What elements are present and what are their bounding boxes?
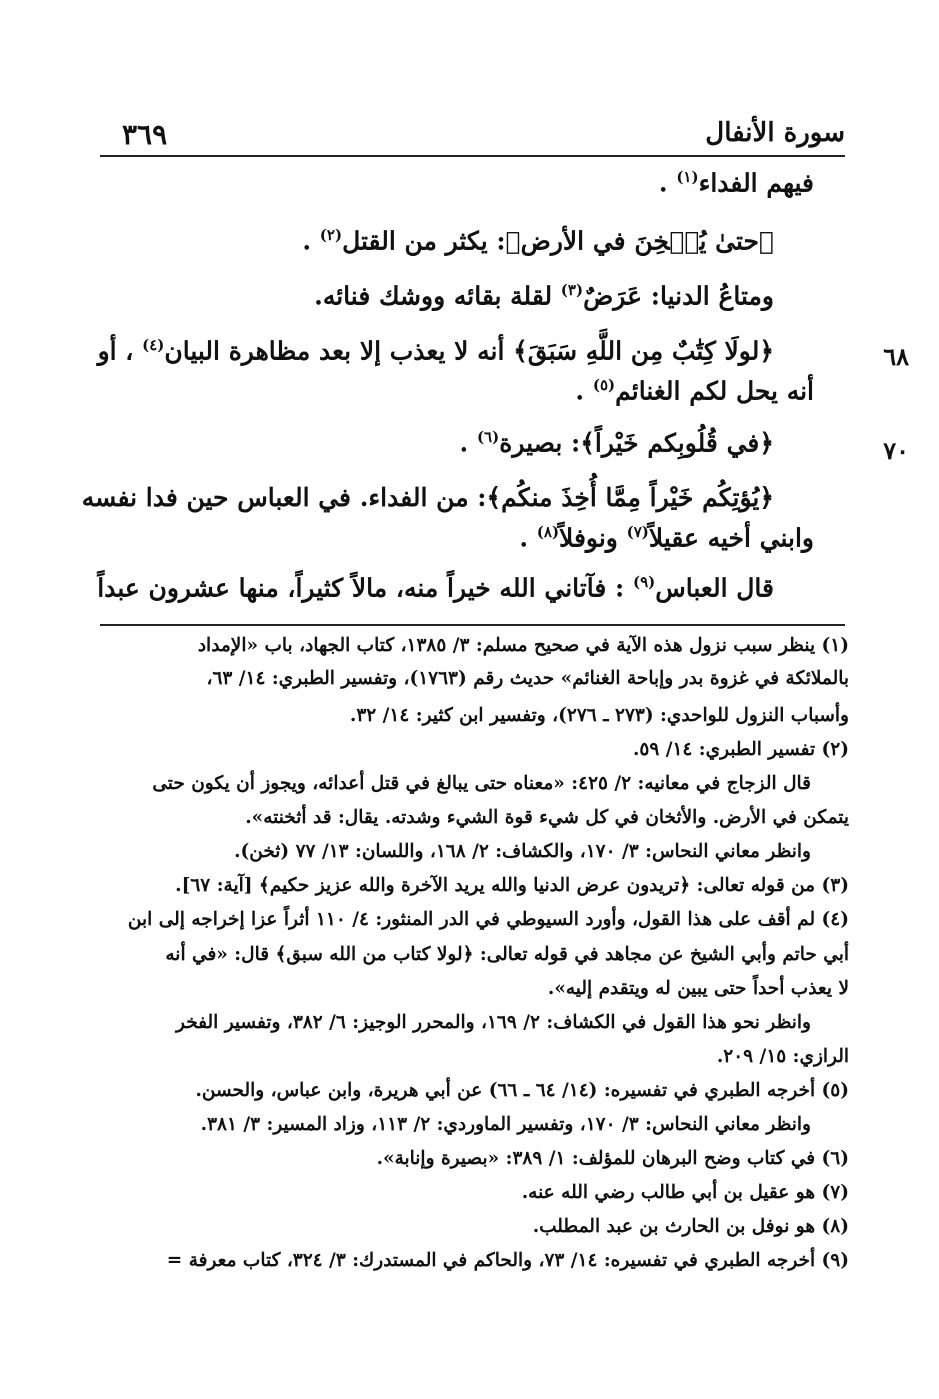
- footnote-line: الرازي: ١٥/ ٢٠٩.: [716, 1046, 849, 1067]
- footnote-ref: (٤): [142, 336, 165, 354]
- footnote-line: لا يعذب أحداً حتى يبين له ويتقدم إليه».: [547, 978, 849, 999]
- text-line: فيهم الفداء$^{(١)}$ .: [658, 168, 814, 198]
- header-rule: [100, 155, 845, 157]
- footnote-separator: [100, 624, 845, 626]
- footnote-ref: (٥): [592, 376, 616, 394]
- text-line: ﴿لولَا كِتَٰبٌ مِن اللَّهِ سَبَقَ﴾ أنه لا يعذب إلا بعد مظاهرة البيان$^{(٤)}$ ، أو: [97, 336, 774, 366]
- footnote-line: (١) ينظر سبب نزول هذه الآية في صحيح مسلم: ٣/ ١٣٨٥، كتاب الجهاد، باب «الإمداد: [197, 635, 849, 656]
- footnote-ref: (٣): [560, 281, 584, 299]
- text-line: ﴿حتىٰ يُثۡخِنَ في الأرض﴾: يكثر من القتل$^{(٢)}$ .: [302, 226, 774, 256]
- footnote-line: (٦) في كتاب وضح البرهان للمؤلف: ١/ ٣٨٩: «بصيرة وإنابة».: [376, 1148, 849, 1169]
- footnote-line: (٤) لم أقف على هذا القول، وأورد السيوطي في الدر المنثور: ٤/ ١١٠ أثراً عزا إخراجه إلى ابن: [127, 909, 849, 930]
- verse-number: ٧٠: [883, 436, 909, 465]
- text-line: قال العباس$^{(٩)}$ : فآتاني الله خيراً منه، مالاً كثيراً، منها عشرون عبداً: [97, 573, 774, 603]
- footnote-line: وانظر نحو هذا القول في الكشاف: ٢/ ١٦٩، والمحرر الوجيز: ٦/ ٣٨٢، وتفسير الفخر: [176, 1012, 811, 1033]
- footnote-line: أبي حاتم وأبي الشيخ عن مجاهد في قوله تعالى: ﴿لولا كتاب من الله سبق﴾ قال: «في أنه: [165, 944, 849, 965]
- footnote-ref: (٨): [536, 523, 560, 541]
- footnote-line: (٣) من قوله تعالى: ﴿تريدون عرض الدنيا والله يريد الآخرة والله عزيز حكيم﴾ [آية: ٦٧].: [175, 875, 849, 896]
- footnote-line: قال الزجاج في معانيه: ٢/ ٤٢٥: «معناه حتى يبالغ في قتل أعدائه، ويجوز أن يكون حتى: [152, 773, 811, 794]
- footnote-line: وانظر معاني النحاس: ٣/ ١٧٠، والكشاف: ٢/ ١٦٨، واللسان: ١٣/ ٧٧ (ثخن).: [234, 841, 811, 862]
- page-header: [110, 118, 845, 158]
- footnote-line: (٢) تفسير الطبري: ١٤/ ٥٩.: [632, 739, 849, 760]
- footnote-line: (٧) هو عقيل بن أبي طالب رضي الله عنه.: [521, 1182, 849, 1203]
- verse-number: ٦٨: [883, 342, 909, 371]
- text-line: أنه يحل لكم الغنائم$^{(٥)}$ .: [575, 376, 814, 406]
- footnote-line: (٩) أخرجه الطبري في تفسيره: ١٤/ ٧٣، والحاكم في المستدرك: ٣/ ٣٢٤، كتاب معرفة =: [166, 1250, 849, 1271]
- page-number: ٣٦٩: [122, 118, 168, 151]
- text-line: ومتاعُ الدنيا: عَرَضٌ$^{(٣)}$ لقلة بقائه ووشك فنائه.: [314, 281, 774, 311]
- text-line: ﴿يُؤتِكُم خَيْراً مِمَّا أُخِذَ منكُم﴾: من الفداء. في العباس حين فدا نفسه: [81, 483, 774, 512]
- footnote-line: يتمكن في الأرض. والأثخان في كل شيء قوة الشيء وشدته. يقال: قد أثخنته».: [245, 807, 849, 828]
- footnote-line: وأسباب النزول للواحدي: (٢٧٣ ـ ٢٧٦)، وتفسير ابن كثير: ١٤/ ٣٢.: [349, 705, 849, 726]
- running-title: سورة الأنفال: [705, 118, 845, 148]
- footnote-line: (٨) هو نوفل بن الحارث بن عبد المطلب.: [532, 1216, 849, 1237]
- text-line: ﴿في قُلُوبِكم خَيْراً﴾: بصيرة$^{(٦)}$ .: [459, 428, 774, 458]
- text-line: وابني أخيه عقيلاً$^{(٧)}$ ونوفلاً$^{(٨)}$ .: [519, 523, 814, 553]
- footnote-ref: (٦): [476, 428, 500, 446]
- footnote-line: بالملائكة في غزوة بدر وإباحة الغنائم» حديث رقم (١٧٦٣)، وتفسير الطبري: ١٤/ ٦٣،: [206, 668, 849, 689]
- footnote-ref: (٩): [632, 573, 656, 591]
- footnote-ref: (٢): [319, 226, 343, 244]
- footnote-line: (٥) أخرجه الطبري في تفسيره: (١٤/ ٦٤ ـ ٦٦) عن أبي هريرة، وابن عباس، والحسن.: [195, 1080, 849, 1101]
- footnote-ref: (١): [676, 168, 699, 186]
- footnote-ref: (٧): [626, 523, 649, 541]
- footnote-line: وانظر معاني النحاس: ٣/ ١٧٠، وتفسير الماوردي: ٢/ ١١٣، وزاد المسير: ٣/ ٣٨١.: [200, 1114, 811, 1135]
